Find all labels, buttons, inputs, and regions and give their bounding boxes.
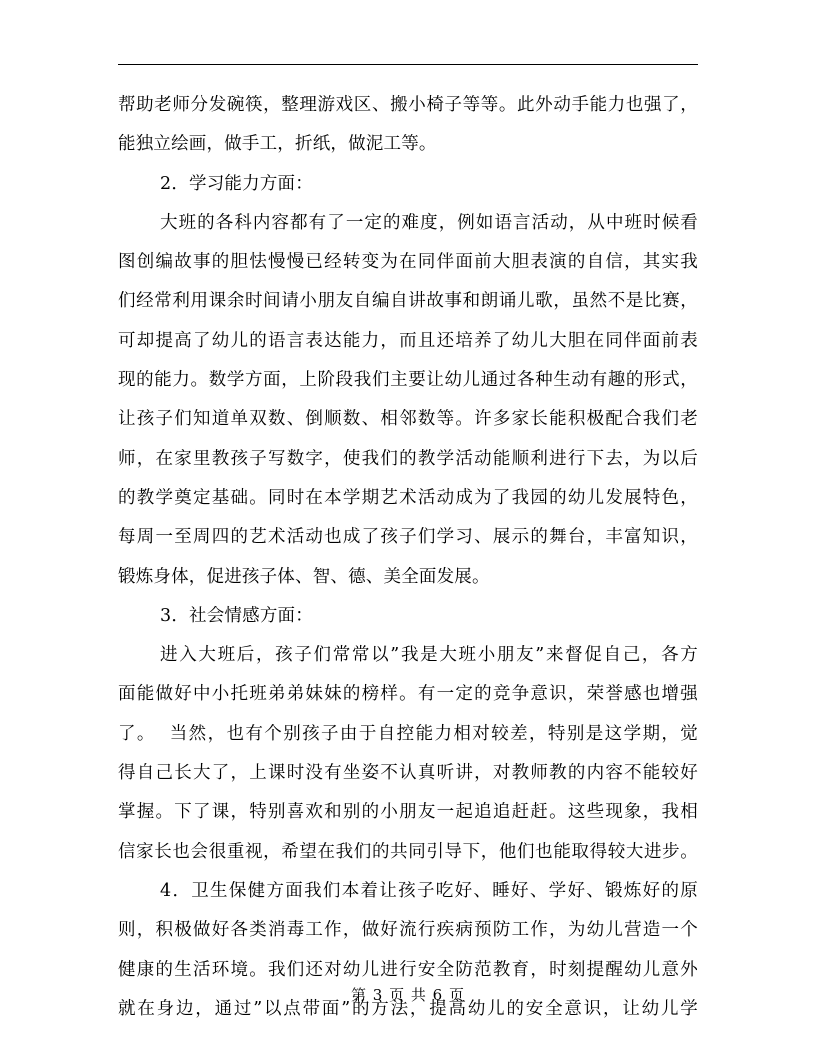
- paragraph-line: 信家长也会很重视，希望在我们的共同引导下，他们也能取得较大进步。: [118, 841, 698, 862]
- header-rule: [118, 64, 698, 65]
- paragraph-line: 面能做好中小托班弟弟妹妹的榜样。有一定的竞争意识，荣誉感也增强: [118, 684, 698, 705]
- page-footer: 第 3 页 共 6 页: [351, 986, 465, 1004]
- paragraph-line: 健康的生活环境。我们还对幼儿进行安全防范教育，时刻提醒幼儿意外: [118, 959, 698, 980]
- paragraph-line: 们经常利用课余时间请小朋友自编自讲故事和朗诵儿歌，虽然不是比赛，: [118, 291, 698, 312]
- paragraph-line: 师，在家里教孩子写数字，使我们的教学活动能顺利进行下去，为以后: [118, 448, 698, 469]
- paragraph-line: 大班的各科内容都有了一定的难度，例如语言活动，从中班时候看: [160, 212, 698, 233]
- body-text: [118, 86, 698, 1029]
- paragraph-line: 则，积极做好各类消毒工作，做好流行疾病预防工作，为幼儿营造一个: [118, 920, 698, 941]
- paragraph-line: 可却提高了幼儿的语言表达能力，而且还培养了幼儿大胆在同伴面前表: [118, 330, 698, 351]
- paragraph-line: 锻炼身体，促进孩子体、智、德、美全面发展。: [118, 566, 490, 587]
- paragraph-line: 进入大班后，孩子们常常以”我是大班小朋友”来督促自己，各方: [160, 645, 698, 666]
- section-heading: 4．卫生保健方面我们本着让孩子吃好、睡好、学好、锻炼好的原: [160, 880, 698, 901]
- paragraph-line: 能独立绘画，做手工，折纸，做泥工等。: [118, 134, 437, 155]
- paragraph-line: 就在身边，通过”以点带面”的方法，提高幼儿的安全意识，让幼儿学: [118, 998, 698, 1019]
- paragraph-line: 现的能力。数学方面，上阶段我们主要让幼儿通过各种生动有趣的形式，: [118, 370, 698, 391]
- section-heading: 2．学习能力方面：: [160, 173, 313, 194]
- paragraph-line: 图创编故事的胆怯慢慢已经转变为在同伴面前大胆表演的自信，其实我: [118, 252, 698, 273]
- paragraph-line: 得自己长大了，上课时没有坐姿不认真听讲，对教师教的内容不能较好: [118, 763, 698, 784]
- paragraph-line: 帮助老师分发碗筷，整理游戏区、搬小椅子等等。此外动手能力也强了，: [118, 95, 698, 115]
- paragraph-line: 每周一至周四的艺术活动也成了孩子们学习、展示的舞台，丰富知识，: [118, 527, 698, 548]
- paragraph-line: 的教学奠定基础。同时在本学期艺术活动成为了我园的幼儿发展特色，: [118, 487, 698, 508]
- paragraph-line: 让孩子们知道单双数、倒顺数、相邻数等。许多家长能积极配合我们老: [118, 409, 698, 430]
- section-heading: 3．社会情感方面：: [160, 605, 313, 626]
- paragraph-line: 了。 当然，也有个别孩子由于自控能力相对较差，特别是这学期，觉: [118, 723, 698, 744]
- paragraph-line: 掌握。下了课，特别喜欢和别的小朋友一起追追赶赶。这些现象，我相: [118, 802, 698, 823]
